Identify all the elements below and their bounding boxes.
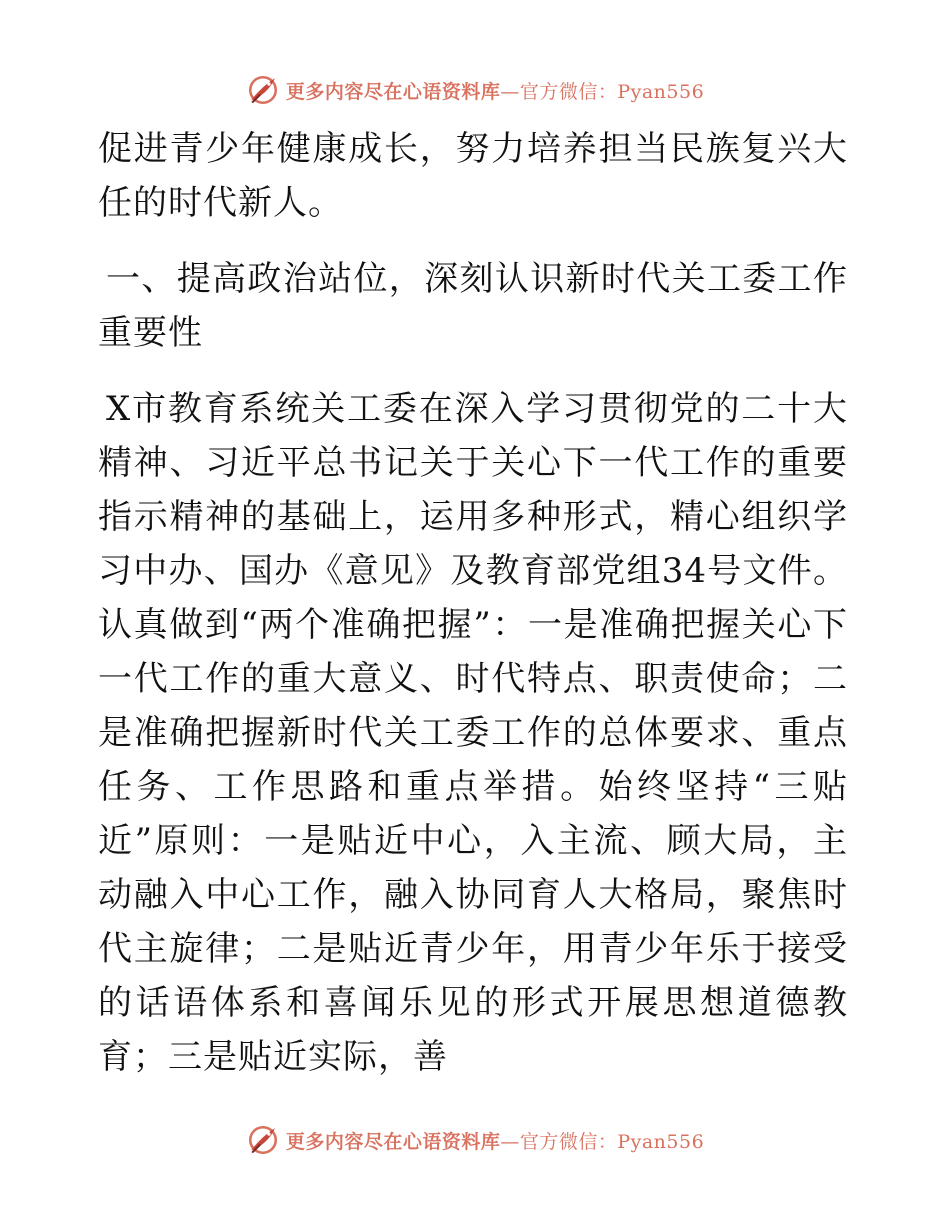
paragraph-intro-continuation: 促进青少年健康成长，努力培养担当民族复兴大任的时代新人。 bbox=[98, 129, 848, 223]
header-banner-bold: 更多内容尽在心语资料库 bbox=[285, 80, 501, 103]
section-heading-1: 一、提高政治站位，深刻认识新时代关工委工作重要性 bbox=[98, 259, 848, 353]
quill-pen-logo-icon bbox=[246, 1123, 280, 1157]
footer-watermark-banner bbox=[0, 1120, 950, 1160]
footer-banner-contact: —官方微信：Pyan556 bbox=[500, 1130, 705, 1153]
header-watermark-banner bbox=[0, 70, 950, 110]
header-banner-text bbox=[286, 77, 704, 104]
footer-banner-text bbox=[286, 1127, 704, 1154]
quill-pen-logo-icon bbox=[246, 73, 280, 107]
paragraph-body: X市教育系统关工委在深入学习贯彻党的二十大精神、习近平总书记关于关心下一代工作的重要指示精神的基础上，运用多种形式，精心组织学习中办、国办《意见》及教育部党组34号文件。认真做到“两个准确把握”：一是准确把握关心下一代工作的重大意义、时代特点、职责使命；二是准确把握新时代关工委工作的总体要求、重点任务、工作思路和重点举措。始终坚持“三贴近”原则：一是贴近中心，入主流、顾大局，主动融入中心工作，融入协同育人大格局，聚焦时代主旋律；二是贴近青少年，用青少年乐于接受的话语体系和喜闻乐见的形式开展思想道德教育；三是贴近实际，善 bbox=[98, 389, 848, 1077]
document-body bbox=[98, 122, 848, 1084]
footer-banner-bold: 更多内容尽在心语资料库 bbox=[285, 1130, 501, 1153]
header-banner-contact: —官方微信：Pyan556 bbox=[500, 80, 705, 103]
